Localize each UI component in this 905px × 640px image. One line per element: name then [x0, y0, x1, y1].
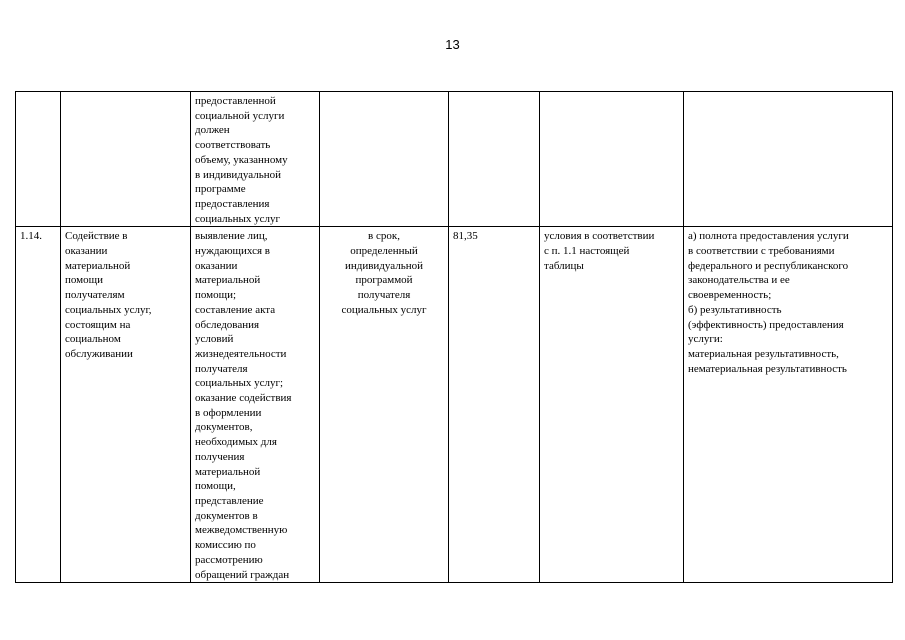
cell-quality: а) полнота предоставления услуги в соответствии с требованиями федерального и республиканского законодательства и ее своевременность; б) результативность (эффективность) предоставления услуги: материальная результативность, нематериальная результативность — [684, 227, 893, 583]
services-table — [15, 91, 893, 583]
cell-description: предоставленной социальной услуги должен соответствовать объему, указанному в индивидуальной программе предоставления социальных услуг — [191, 92, 320, 227]
cell-service-name: Содействие в оказании материальной помощи получателям социальных услуг, состоящим на социальном обслуживании — [61, 227, 191, 583]
table-row-1-14 — [16, 227, 893, 583]
cell-term: в срок, определенный индивидуальной программой получателя социальных услуг — [320, 227, 449, 583]
cell-conditions — [540, 92, 684, 227]
cell-number — [16, 92, 61, 227]
cell-tariff — [449, 92, 540, 227]
cell-term — [320, 92, 449, 227]
cell-number: 1.14. — [16, 227, 61, 583]
cell-service-name — [61, 92, 191, 227]
table-row-continuation — [16, 92, 893, 227]
page-number: 13 — [445, 37, 460, 52]
cell-quality — [684, 92, 893, 227]
cell-tariff: 81,35 — [449, 227, 540, 583]
cell-conditions: условия в соответствии с п. 1.1 настоящей таблицы — [540, 227, 684, 583]
cell-description: выявление лиц, нуждающихся в оказании материальной помощи; составление акта обследования условий жизнедеятельности получателя социальных услуг; оказание содействия в оформлении документов, необходимых для получения материальной помощи, представление документов в межведомственную комиссию по рассмотрению обращений граждан — [191, 227, 320, 583]
